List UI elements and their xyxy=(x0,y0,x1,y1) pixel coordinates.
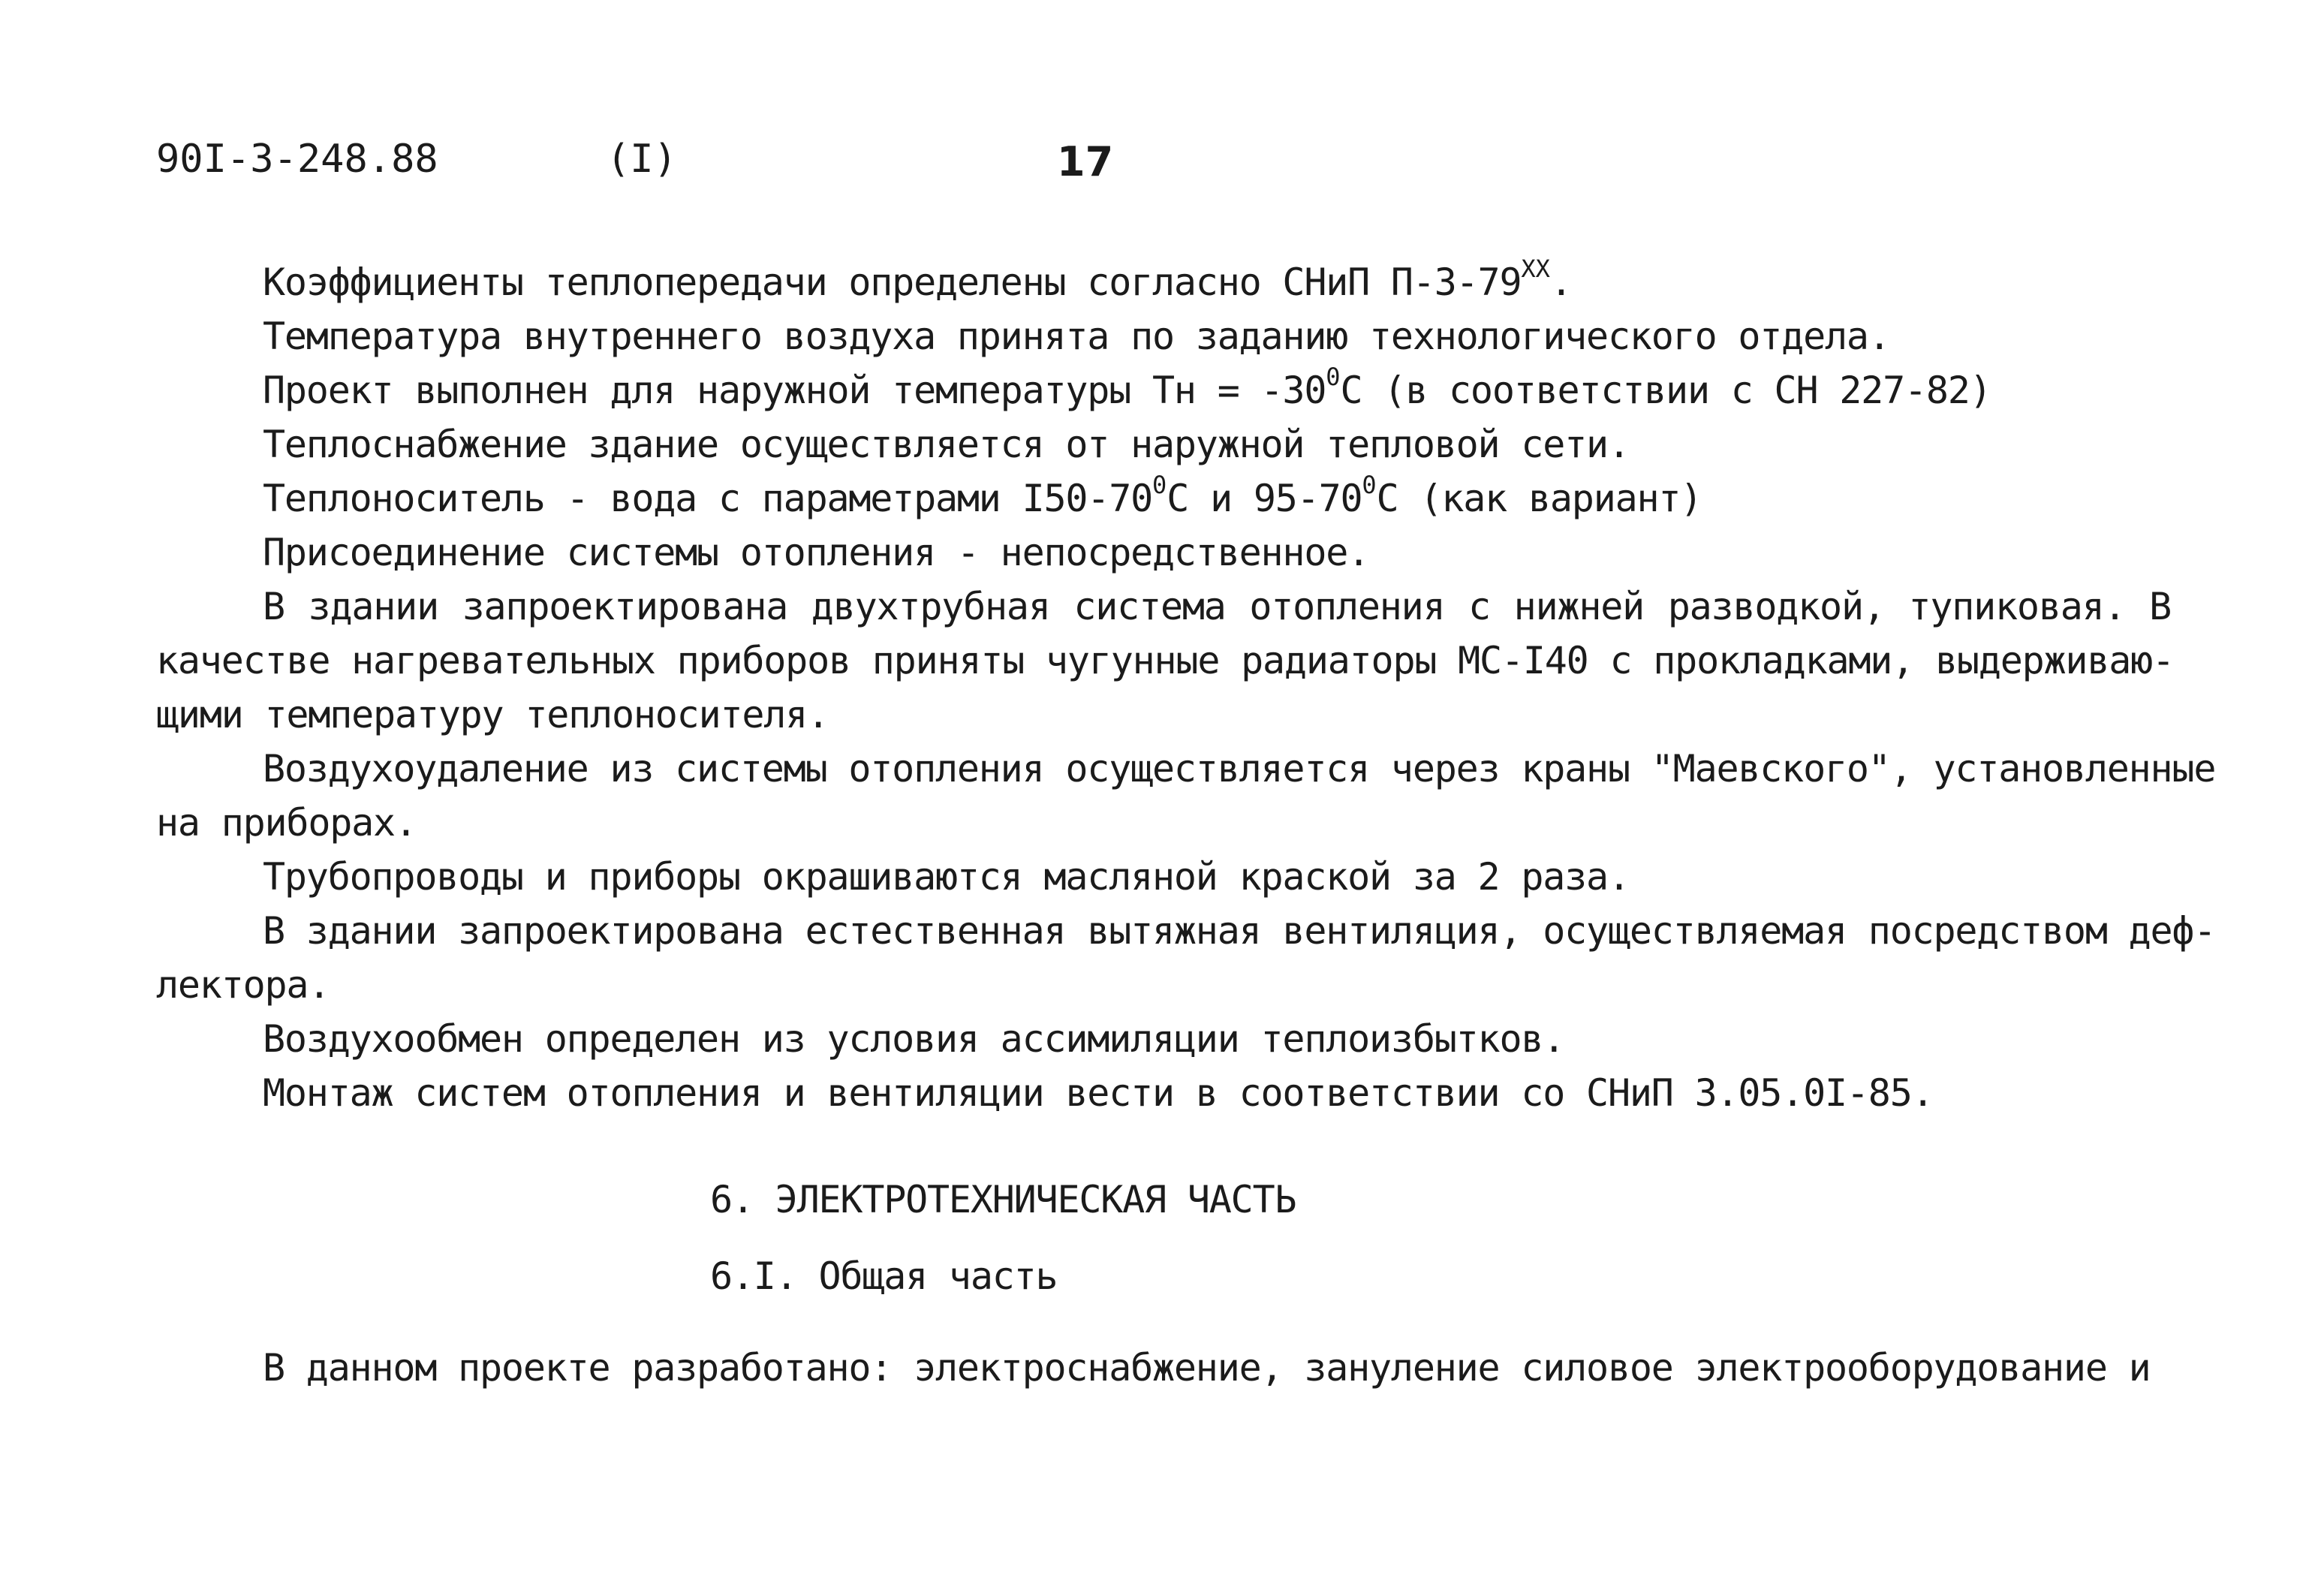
text-line-14: лектора. xyxy=(156,963,330,1007)
text-line-7: В здании запроектирована двухтрубная система отопления с нижней разводкой, тупиковая. В xyxy=(263,585,2171,628)
text-line-6: Присоединение системы отопления - непосредственное. xyxy=(263,531,1370,574)
text-line-5: Теплоноситель - вода с параметрами $I50-70^0С$ и $95-70^0С$ (как вариант) xyxy=(263,471,1702,520)
text-line-11: на приборах. xyxy=(156,801,417,845)
text-line-8: качестве нагревательных приборов приняты чугунные радиаторы МС-I40 с прокладками, выдерживаю- xyxy=(156,639,2174,682)
text-line-15: Воздухообмен определен из условия ассимиляции теплоизбытков. xyxy=(263,1017,1565,1061)
text-line-10: Воздухоудаление из системы отопления осуществляется через краны "Маевского", установленные xyxy=(263,747,2216,790)
text-line-13: В здании запроектирована естественная вытяжная вентиляция, осуществляемая посредством деф- xyxy=(263,909,2216,953)
page-number: 17 xyxy=(1057,138,1114,185)
text-line-2: Температура внутреннего воздуха принята по заданию технологического отдела. xyxy=(263,315,1890,358)
subsection-heading: 6.I. Общая часть xyxy=(710,1254,1058,1298)
doc-code: 90I-3-248.88 xyxy=(156,137,438,182)
text-line-1: Коэффициенты теплопередачи определены согласно СНиП $П-3-79^{XX}$. xyxy=(263,254,1572,304)
text-line-12: Трубопроводы и приборы окрашиваются масляной краской за 2 раза. xyxy=(263,855,1630,899)
text-line-3: Проект выполнен для наружной температуры Тн = $-30^0С$ (в соответствии с СН 227-82) xyxy=(263,363,1991,412)
text-line-9: щими температуру теплоносителя. xyxy=(156,693,829,736)
text-line-4: Теплоснабжение здание осуществляется от наружной тепловой сети. xyxy=(263,423,1630,466)
text-line-16: Монтаж систем отопления и вентиляции вести в соответствии со СНиП 3.05.0I-85. xyxy=(263,1071,1934,1115)
section-paragraph-line-1: В данном проекте разработано: электроснабжение, зануление силовое электрооборудование и xyxy=(263,1346,2151,1390)
part-number: (I) xyxy=(607,137,677,182)
section-heading: 6. ЭЛЕКТРОТЕХНИЧЕСКАЯ ЧАСТЬ xyxy=(710,1178,1296,1221)
